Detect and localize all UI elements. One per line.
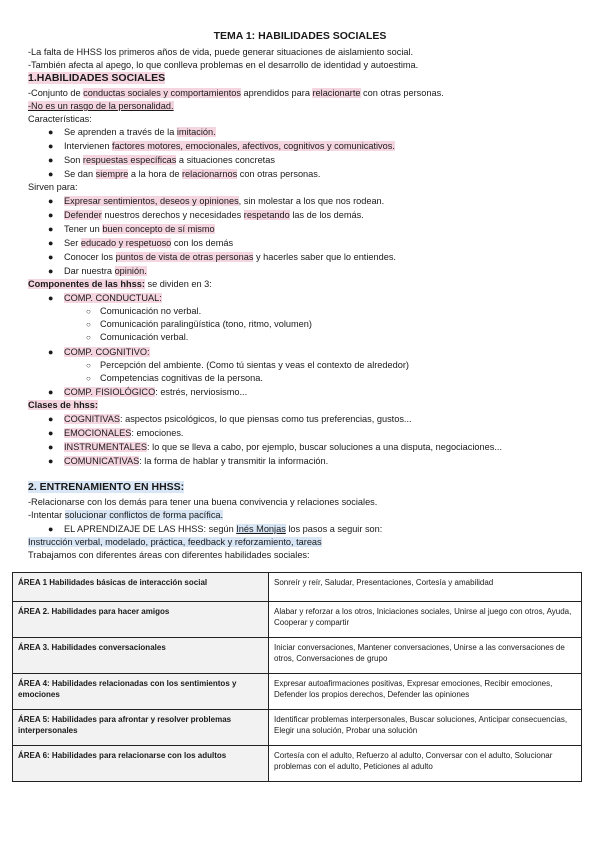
skills-cell: Identificar problemas interpersonales, Buscar soluciones, Anticipar consecuencias, Elegir una solución, Probar una solución [269,710,582,746]
bullet-icon: ● [48,210,54,220]
bullet-icon: ● [48,293,54,303]
bullet-icon: ● [48,252,54,262]
bullet-icon: ● [48,266,54,276]
list-item [64,209,364,222]
item-text: y hacerles saber que lo entiendes. [253,252,396,262]
bullet-icon: ● [48,127,54,137]
section-2-line-1: -Relacionarse con los demás para tener una buena convivencia y relaciones sociales. [28,497,378,507]
table-row [13,602,582,638]
area-cell: ÁREA 5: Habilidades para afrontar y resolver problemas interpersonales [13,710,269,746]
item-highlight: Defender [64,210,102,220]
not-trait-text: -No es un rasgo de la personalidad. [28,101,174,111]
list-item [64,455,328,468]
table-row [13,573,582,602]
list-item [64,126,216,139]
table-row [13,710,582,746]
bullet-icon: ● [48,224,54,234]
caracteristicas-label: Características: [28,114,92,124]
item-text: : lo que se lleva a cabo, por ejemplo, buscar soluciones a una disputa, negociaciones... [147,442,503,452]
item-text: : aspectos psicológicos, lo que piensas como tus preferencias, gustos... [119,414,412,424]
bullet-icon: ● [48,442,54,452]
sirven-label: Sirven para: [28,182,78,192]
item-highlight: factores motores, emocionales, afectivos, cognitivos y comunicativos. [112,141,395,151]
clases-label [28,399,98,412]
skills-cell: Alabar y reforzar a los otros, Iniciaciones sociales, Unirse al juego con otros, Ayuda, Cooperar y compartir [269,602,582,638]
author-name: Inés Monjas [236,524,286,534]
comp-cognitivo [64,346,150,359]
sub-list-item: Comunicación paralingüística (tono, ritmo, volumen) [100,319,312,329]
def-text-e: con otras personas. [360,88,444,98]
sub-list-item: Competencias cognitivas de la persona. [100,373,263,383]
item-highlight: EMOCIONALES [64,428,132,438]
definition-line [28,87,444,100]
item-text: con los demás [171,238,234,248]
circle-bullet-icon: ○ [86,320,91,329]
section-2-heading [28,481,184,494]
item-highlight: opinión. [114,266,147,276]
not-trait-line [28,100,174,113]
area-cell: ÁREA 6: Habilidades para relacionarse con los adultos [13,746,269,782]
item-text: Se dan [64,169,96,179]
area-cell: ÁREA 2. Habilidades para hacer amigos [13,602,269,638]
comp-conductual-label: COMP. CONDUCTUAL: [64,293,162,303]
bullet-icon: ● [48,238,54,248]
item-text: con otras personas. [237,169,321,179]
def-text-c: aprendidos para [240,88,313,98]
section-2-line-2 [28,509,223,522]
bullet-icon: ● [48,414,54,424]
sub-list-item: Comunicación verbal. [100,332,189,342]
item-text: Son [64,155,83,165]
item-text: las de los demás. [289,210,364,220]
aprendizaje-text: EL APRENDIZAJE DE LAS HHSS: según [64,524,237,534]
line2-highlight: solucionar conflictos de forma pacífica. [64,510,224,520]
list-item [64,427,183,440]
intro-line-1: -La falta de HHSS los primeros años de vida, puede generar situaciones de aislamiento social. [28,47,414,57]
item-text: Intervienen [64,141,113,151]
bullet-icon: ● [48,347,54,357]
sub-list-item: Comunicación no verbal. [100,306,202,316]
item-text: : emociones. [131,428,184,438]
table-row [13,746,582,782]
areas-table [12,572,582,782]
item-highlight: respuestas específicas [82,155,177,165]
pasos-text: Instrucción verbal, modelado, práctica, feedback y reforzamiento, tareas [28,537,322,547]
circle-bullet-icon: ○ [86,307,91,316]
circle-bullet-icon: ○ [86,361,91,370]
area-cell: ÁREA 4: Habilidades relacionadas con los sentimientos y emociones [13,674,269,710]
list-item [64,140,395,153]
clases-label-text: Clases de hhss: [28,400,98,410]
item-text: Dar nuestra [64,266,115,276]
pasos-line [28,536,322,549]
bullet-icon: ● [48,196,54,206]
list-item [64,265,147,278]
list-item [64,441,502,454]
table-row [13,638,582,674]
skills-cell: Expresar autoafirmaciones positivas, Expresar emociones, Recibir emociones, Defender los propios derechos, Defender las opiniones [269,674,582,710]
comp-fisiologico-tail: : estrés, nerviosismo... [155,387,248,397]
list-item [64,413,412,426]
list-item [64,154,275,167]
trabajamos-line: Trabajamos con diferentes áreas con diferentes habilidades sociales: [28,550,310,560]
comp-conductual [64,292,162,305]
item-highlight: siempre [95,169,129,179]
item-text: a la hora de [128,169,182,179]
item-highlight: imitación. [176,127,216,137]
item-highlight: educado y respetuoso [80,238,172,248]
list-item [64,251,396,264]
bullet-icon: ● [48,428,54,438]
componentes-label: Componentes de las hhss: [28,279,145,289]
def-highlight-b: conductas sociales y comportamientos [83,88,241,98]
section-2-heading-text: 2. ENTRENAMIENTO EN HHSS: [28,481,185,493]
item-text: : la forma de hablar y transmitir la información. [139,456,329,466]
page-title: TEMA 1: HABILIDADES SOCIALES [213,30,387,42]
circle-bullet-icon: ○ [86,374,91,383]
comp-fisiologico-label: COMP. FISIOLÓGICO [64,387,156,397]
def-text-a: -Conjunto de [28,88,84,98]
list-item [64,223,215,236]
skills-cell: Sonreír y reír, Saludar, Presentaciones, Cortesía y amabilidad [269,573,582,602]
comp-cognitivo-label: COMP. COGNITIVO: [64,347,150,357]
skills-cell: Iniciar conversaciones, Mantener conversaciones, Unirse a las conversaciones de otros, Conversaciones de grupo [269,638,582,674]
item-text: , sin molestar a los que nos rodean. [238,196,385,206]
item-highlight: INSTRUMENTALES [64,442,148,452]
section-1-heading [28,72,165,85]
item-highlight: COMUNICATIVAS [64,456,140,466]
line2-text: -Intentar [28,510,65,520]
aprendizaje-line [64,523,382,536]
area-cell: ÁREA 1 Habilidades básicas de interacción social [13,573,269,602]
item-text: nuestros derechos y necesidades [101,210,244,220]
intro-line-2: -También afecta al apego, lo que conlleva problemas en el desarrollo de identidad y autoestima. [28,60,419,70]
comp-fisiologico [64,386,247,399]
skills-cell: Cortesía con el adulto, Refuerzo al adulto, Conversar con el adulto, Solucionar problemas con el adulto, Peticiones al adulto [269,746,582,782]
bullet-icon: ● [48,155,54,165]
list-item [64,168,320,181]
section-1-heading-text: 1.HABILIDADES SOCIALES [28,72,166,84]
bullet-icon: ● [48,456,54,466]
bullet-icon: ● [48,141,54,151]
bullet-icon: ● [48,169,54,179]
item-highlight: respetando [243,210,290,220]
circle-bullet-icon: ○ [86,333,91,342]
item-highlight: buen concepto de sí mismo [102,224,215,234]
table-row [13,674,582,710]
aprendizaje-tail: los pasos a seguir son: [285,524,383,534]
list-item [64,195,384,208]
item-highlight: Expresar sentimientos, deseos y opiniones [64,196,239,206]
componentes-tail: se dividen en 3: [144,279,212,289]
sub-list-item: Percepción del ambiente. (Como tú sientas y veas el contexto de alrededor) [100,360,409,370]
item-highlight: puntos de vista de otras personas [115,252,254,262]
item-text: Tener un [64,224,103,234]
area-cell: ÁREA 3. Habilidades conversacionales [13,638,269,674]
bullet-icon: ● [48,387,54,397]
item-highlight: COGNITIVAS [64,414,120,424]
item-text: Conocer los [64,252,116,262]
item-text: a situaciones concretas [176,155,275,165]
bullet-icon: ● [48,524,54,534]
item-text: Se aprenden a través de la [64,127,177,137]
item-highlight: relacionarnos [182,169,238,179]
def-highlight-d: relacionarte [312,88,361,98]
list-item [64,237,233,250]
componentes-line [28,278,212,291]
item-text: Ser [64,238,81,248]
